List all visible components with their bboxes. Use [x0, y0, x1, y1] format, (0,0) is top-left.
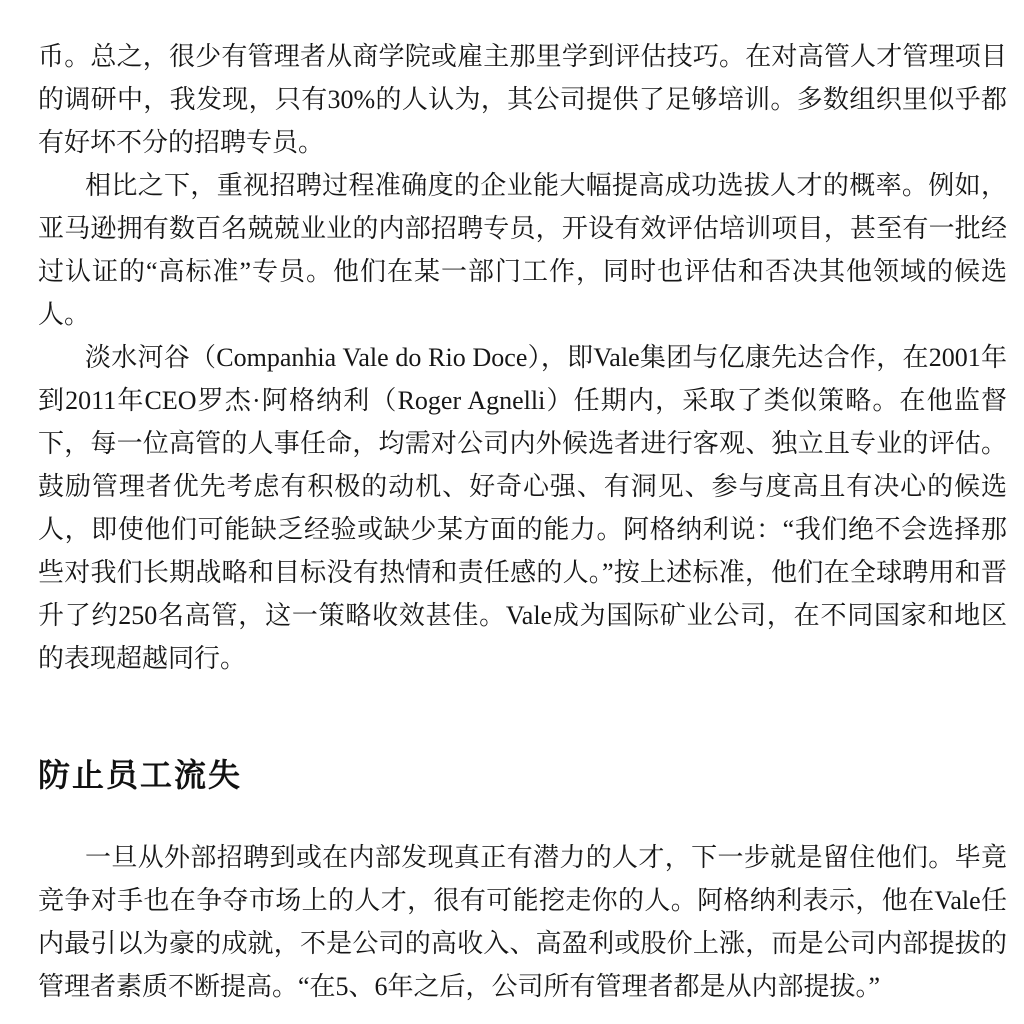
body-paragraph-3: 淡水河谷（Companhia Vale do Rio Doce），即Vale集团与亿康先达合作，在2001年到2011年CEO罗杰·阿格纳利（Roger Agnelli）任期内，采取了类似策略。在他监督下，每一位高管的人事任命，均需对公司内外候选者进行客观、独立且专业的评估。鼓励管理者优先考虑有积极的动机、好奇心强、有洞见、参与度高且有决心的候选人，即使他们可能缺乏经验或缺少某方面的能力。阿格纳利说：“我们绝不会选择那些对我们长期战略和目标没有热情和责任感的人。”按上述标准，他们在全球聘用和晋升了约250名高管，这一策略收效甚佳。Vale成为国际矿业公司，在不同国家和地区的表现超越同行。 — [38, 343, 1007, 673]
body-paragraph-1: 币。总之，很少有管理者从商学院或雇主那里学到评估技巧。在对高管人才管理项目的调研中，我发现，只有30%的人认为，其公司提供了足够培训。多数组织里似乎都有好坏不分的招聘专员。 — [38, 42, 1007, 157]
body-paragraph-4: 一旦从外部招聘到或在内部发现真正有潜力的人才，下一步就是留住他们。毕竟竞争对手也在争夺市场上的人才，很有可能挖走你的人。阿格纳利表示，他在Vale任内最引以为豪的成就，不是公司的高收入、高盈利或股价上涨，而是公司内部提拔的管理者素质不断提高。“在5、6年之后，公司所有管理者都是从内部提拔。” — [38, 843, 1007, 1001]
body-paragraph-2: 相比之下，重视招聘过程准确度的企业能大幅提高成功选拔人才的概率。例如，亚马逊拥有数百名兢兢业业的内部招聘专员，开设有效评估培训项目，甚至有一批经过认证的“高标准”专员。他们在某一部门工作，同时也评估和否决其他领域的候选人。 — [38, 171, 1007, 329]
section-heading: 防止员工流失 — [38, 757, 243, 793]
